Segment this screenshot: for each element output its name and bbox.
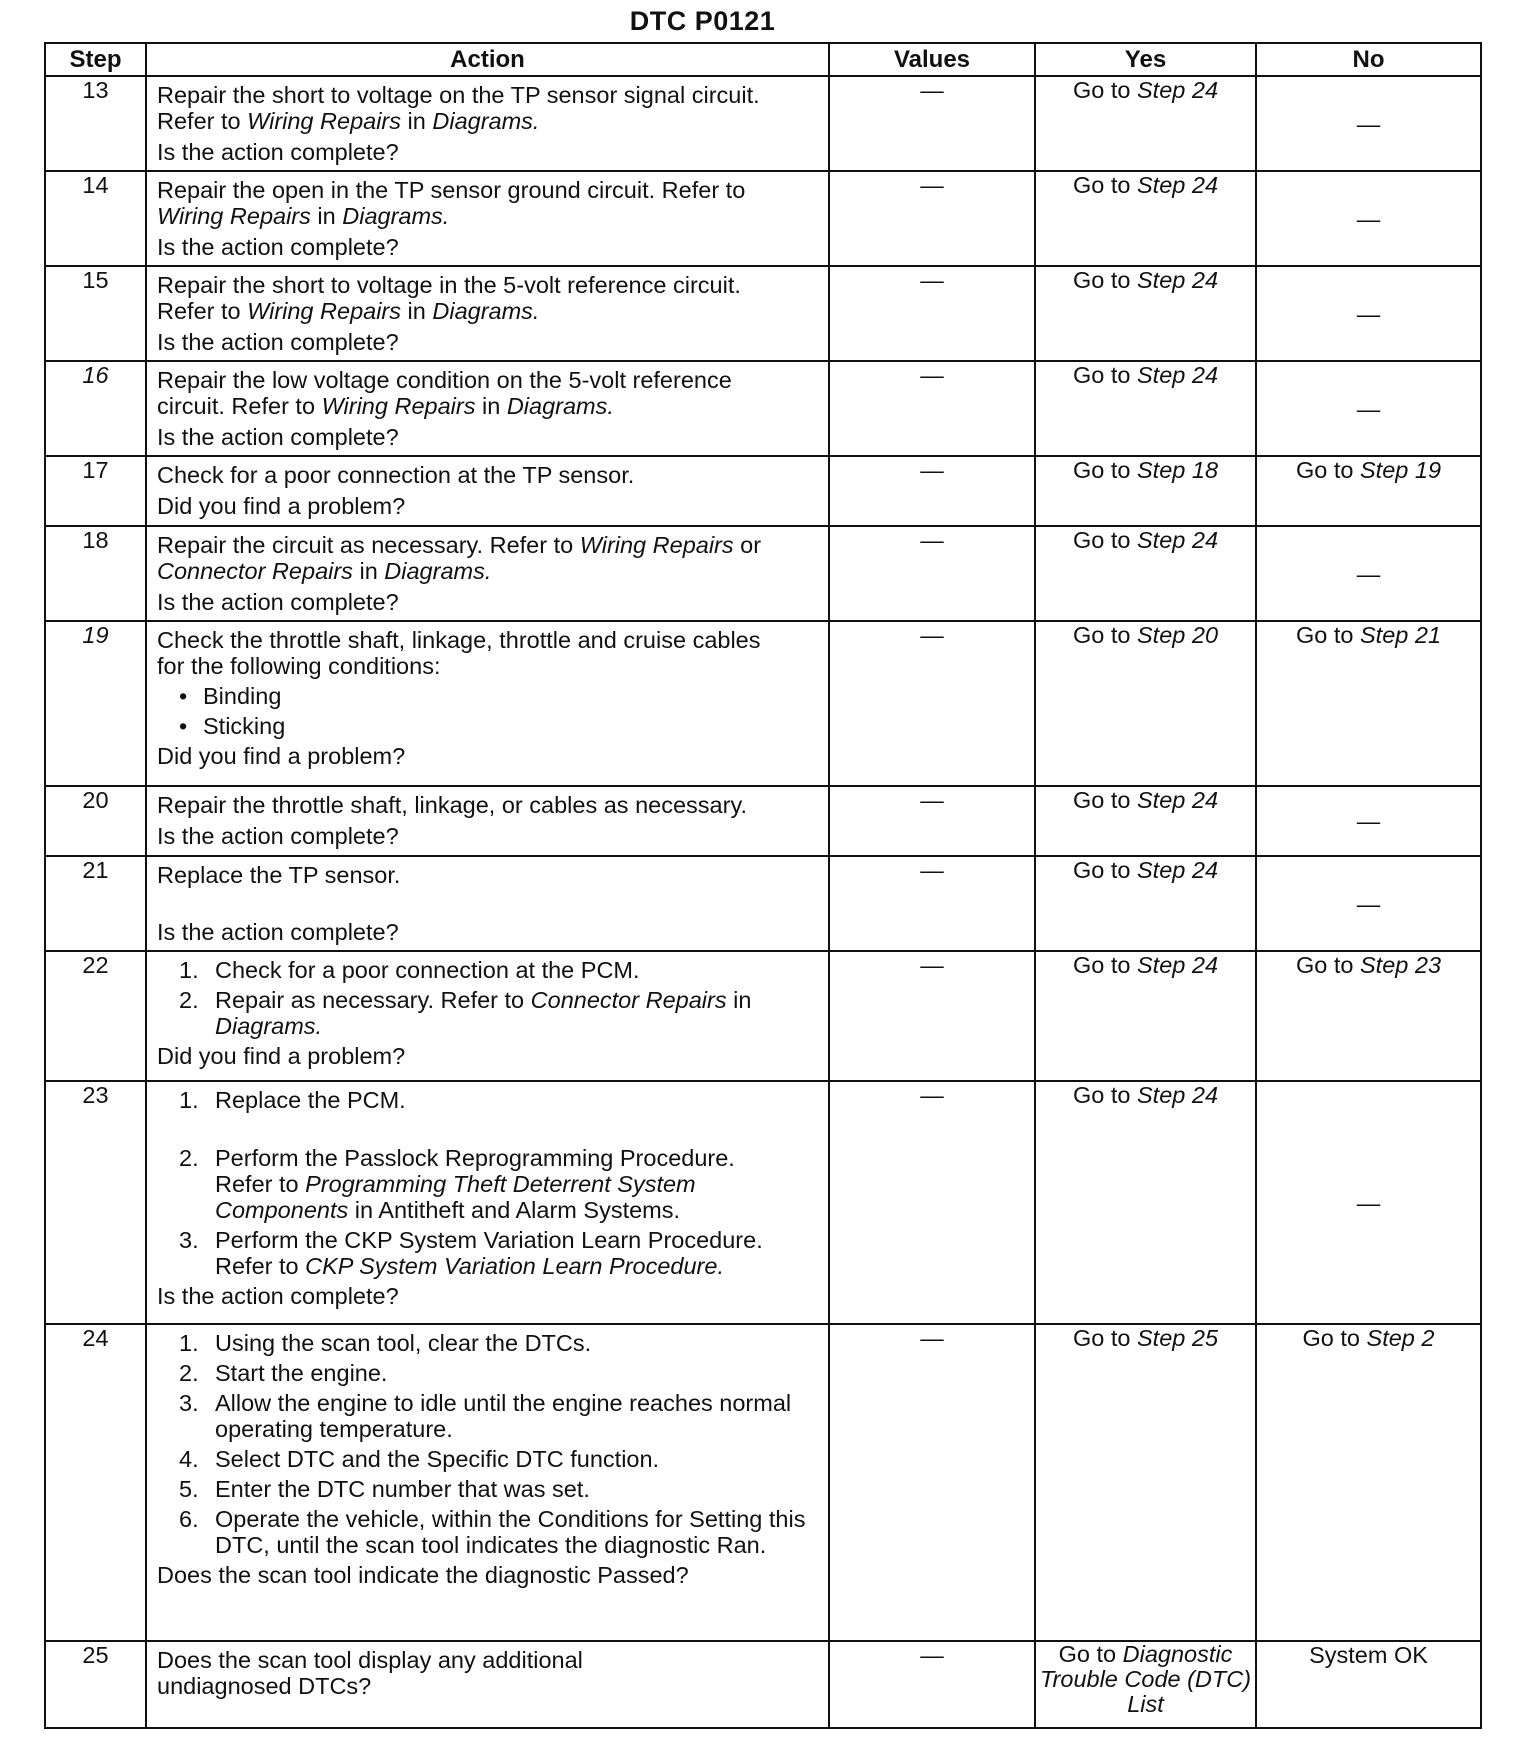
header-yes: Yes xyxy=(1035,43,1256,76)
no-cell: — xyxy=(1256,786,1481,856)
list-item: 6. Operate the vehicle, within the Conditions for Setting this DTC, until the scan tool indicates the diagnostic Ran. xyxy=(179,1506,806,1558)
reference-link: Programming Theft Deterrent System Components xyxy=(215,1171,696,1223)
values-cell: — xyxy=(829,856,1035,951)
reference-link: CKP System Variation Learn Procedure. xyxy=(305,1253,724,1279)
action-text: Repair the low voltage condition on the 5-volt reference xyxy=(157,367,732,393)
values-cell: — xyxy=(829,951,1035,1081)
step-number: 17 xyxy=(45,456,146,526)
no-cell: Go to Step 2 xyxy=(1256,1324,1481,1641)
values-cell: — xyxy=(829,786,1035,856)
no-cell: — xyxy=(1256,361,1481,456)
question-text: Did you find a problem? xyxy=(157,743,406,769)
question-text: Did you find a problem? xyxy=(157,1043,406,1069)
question-text: Did you find a problem? xyxy=(157,493,406,519)
step-number: 21 xyxy=(45,856,146,951)
reference-link: Wiring Repairs xyxy=(579,532,734,558)
reference-doc: Diagrams. xyxy=(506,393,614,419)
reference-doc: Diagrams. xyxy=(215,1013,323,1039)
reference-doc: Diagrams. xyxy=(432,108,540,134)
no-cell: — xyxy=(1256,266,1481,361)
action-text: Repair the short to voltage on the TP sensor signal circuit. xyxy=(157,82,760,108)
action-text: Replace the TP sensor. xyxy=(157,862,401,888)
yes-cell: Go to Step 24 xyxy=(1035,266,1256,361)
step-number: 24 xyxy=(45,1324,146,1641)
action-cell xyxy=(146,621,829,786)
values-cell: — xyxy=(829,526,1035,621)
action-text: Repair the circuit as necessary. Refer to Wiring Repairs or xyxy=(157,532,762,558)
action-text: Refer to Wiring Repairs in Diagrams. xyxy=(157,108,540,134)
no-cell: — xyxy=(1256,856,1481,951)
yes-cell: Go to Step 24 xyxy=(1035,951,1256,1081)
values-cell: — xyxy=(829,1081,1035,1324)
yes-cell: Go to Diagnostic Trouble Code (DTC) List xyxy=(1035,1641,1256,1728)
reference-doc: Diagrams. xyxy=(342,203,450,229)
values-cell: — xyxy=(829,456,1035,526)
list-item: 2. Perform the Passlock Reprogramming Procedure. Refer to Programming Theft Deterrent System Components in Antitheft and Alarm Systems. xyxy=(179,1145,735,1223)
yes-cell: Go to Step 24 xyxy=(1035,361,1256,456)
list-item: • Binding xyxy=(179,683,282,709)
list-item: • Sticking xyxy=(179,713,286,739)
no-cell: Go to Step 23 xyxy=(1256,951,1481,1081)
table-row-step-23 xyxy=(45,1081,1481,1324)
action-text: Repair the throttle shaft, linkage, or cables as necessary. xyxy=(157,792,747,818)
list-item: 2. Start the engine. xyxy=(179,1360,388,1386)
values-cell: — xyxy=(829,266,1035,361)
action-cell xyxy=(146,1641,829,1728)
action-cell xyxy=(146,266,829,361)
page-title: DTC P0121 xyxy=(629,6,776,36)
action-text: Refer to Wiring Repairs in Diagrams. xyxy=(157,298,540,324)
action-text: Check for a poor connection at the TP sensor. xyxy=(157,462,635,488)
table-row-step-19 xyxy=(45,621,1481,786)
values-cell: — xyxy=(829,1641,1035,1728)
question-text: Is the action complete? xyxy=(157,139,399,165)
table-row-step-18 xyxy=(45,526,1481,621)
action-cell xyxy=(146,76,829,171)
action-cell xyxy=(146,456,829,526)
values-cell: — xyxy=(829,76,1035,171)
action-cell xyxy=(146,1324,829,1641)
values-cell: — xyxy=(829,171,1035,266)
step-number: 20 xyxy=(45,786,146,856)
table-row-step-24 xyxy=(45,1324,1481,1641)
question-text: Is the action complete? xyxy=(157,919,399,945)
action-cell xyxy=(146,361,829,456)
values-cell: — xyxy=(829,361,1035,456)
no-cell: Go to Step 21 xyxy=(1256,621,1481,786)
table-row-step-25 xyxy=(45,1641,1481,1728)
action-cell xyxy=(146,526,829,621)
question-text: Is the action complete? xyxy=(157,1283,399,1309)
values-cell: — xyxy=(829,621,1035,786)
list-item: 2. Repair as necessary. Refer to Connector Repairs in Diagrams. xyxy=(179,987,752,1039)
reference-link: Wiring Repairs xyxy=(157,203,311,229)
table-row-step-13 xyxy=(45,76,1481,171)
reference-link: Wiring Repairs xyxy=(321,393,476,419)
header-action: Action xyxy=(146,43,829,76)
step-number: 13 xyxy=(45,76,146,171)
question-text: Is the action complete? xyxy=(157,823,399,849)
question-text: undiagnosed DTCs? xyxy=(157,1673,372,1699)
no-cell: — xyxy=(1256,526,1481,621)
no-cell: — xyxy=(1256,76,1481,171)
question-text: Does the scan tool display any additional xyxy=(157,1647,583,1673)
list-item: 1. Check for a poor connection at the PCM. xyxy=(179,957,640,983)
table-header-row xyxy=(45,43,1481,76)
list-item: 3. Perform the CKP System Variation Learn Procedure. Refer to CKP System Variation Learn Procedure. xyxy=(179,1227,763,1279)
yes-cell: Go to Step 24 xyxy=(1035,786,1256,856)
reference-link: Wiring Repairs xyxy=(247,298,402,324)
question-text: Is the action complete? xyxy=(157,329,399,355)
header-values: Values xyxy=(829,43,1035,76)
header-step: Step xyxy=(45,43,146,76)
action-text: circuit. Refer to Wiring Repairs in Diagrams. xyxy=(157,393,614,419)
list-item: 3. Allow the engine to idle until the engine reaches normal operating temperature. xyxy=(179,1390,792,1442)
action-text: Connector Repairs in Diagrams. xyxy=(157,558,492,584)
yes-cell: Go to Step 24 xyxy=(1035,171,1256,266)
step-number: 14 xyxy=(45,171,146,266)
step-number: 25 xyxy=(45,1641,146,1728)
table-row-step-21 xyxy=(45,856,1481,951)
step-number: 16 xyxy=(45,361,146,456)
action-text: Repair the short to voltage in the 5-volt reference circuit. xyxy=(157,272,741,298)
action-text: Repair the open in the TP sensor ground circuit. Refer to xyxy=(157,177,746,203)
reference-doc: Diagrams. xyxy=(384,558,492,584)
yes-cell: Go to Step 24 xyxy=(1035,76,1256,171)
action-text: Wiring Repairs in Diagrams. xyxy=(157,203,450,229)
header-no: No xyxy=(1256,43,1481,76)
yes-cell: Go to Step 20 xyxy=(1035,621,1256,786)
action-text: Check the throttle shaft, linkage, throttle and cruise cables xyxy=(157,627,761,653)
step-number: 15 xyxy=(45,266,146,361)
no-cell: — xyxy=(1256,1081,1481,1324)
table-row-step-16 xyxy=(45,361,1481,456)
step-number: 23 xyxy=(45,1081,146,1324)
diagnostic-table xyxy=(44,42,1482,1729)
no-cell: System OK xyxy=(1256,1641,1481,1728)
no-cell: — xyxy=(1256,171,1481,266)
table-row-step-17 xyxy=(45,456,1481,526)
list-item: 4. Select DTC and the Specific DTC function. xyxy=(179,1446,660,1472)
yes-cell: Go to Step 24 xyxy=(1035,526,1256,621)
list-item: 5. Enter the DTC number that was set. xyxy=(179,1476,590,1502)
yes-cell: Go to Step 18 xyxy=(1035,456,1256,526)
yes-cell: Go to Step 25 xyxy=(1035,1324,1256,1641)
list-item: 1. Replace the PCM. xyxy=(179,1087,406,1113)
step-number: 22 xyxy=(45,951,146,1081)
table-row-step-14 xyxy=(45,171,1481,266)
table-row-step-22 xyxy=(45,951,1481,1081)
yes-cell: Go to Step 24 xyxy=(1035,856,1256,951)
action-cell xyxy=(146,786,829,856)
action-cell xyxy=(146,856,829,951)
reference-link: Connector Repairs xyxy=(157,558,353,584)
action-cell xyxy=(146,951,829,1081)
reference-link: Wiring Repairs xyxy=(247,108,402,134)
question-text: Does the scan tool indicate the diagnostic Passed? xyxy=(157,1562,689,1588)
list-item: 1. Using the scan tool, clear the DTCs. xyxy=(179,1330,592,1356)
table-row-step-15 xyxy=(45,266,1481,361)
action-cell xyxy=(146,171,829,266)
yes-cell: Go to Step 24 xyxy=(1035,1081,1256,1324)
action-cell xyxy=(146,1081,829,1324)
question-text: Is the action complete? xyxy=(157,424,399,450)
step-number: 18 xyxy=(45,526,146,621)
no-cell: Go to Step 19 xyxy=(1256,456,1481,526)
values-cell: — xyxy=(829,1324,1035,1641)
action-text: for the following conditions: xyxy=(157,653,441,679)
question-text: Is the action complete? xyxy=(157,589,399,615)
table-row-step-20 xyxy=(45,786,1481,856)
reference-doc: Diagrams. xyxy=(432,298,540,324)
step-number: 19 xyxy=(45,621,146,786)
reference-link: Connector Repairs xyxy=(530,987,727,1013)
question-text: Is the action complete? xyxy=(157,234,399,260)
